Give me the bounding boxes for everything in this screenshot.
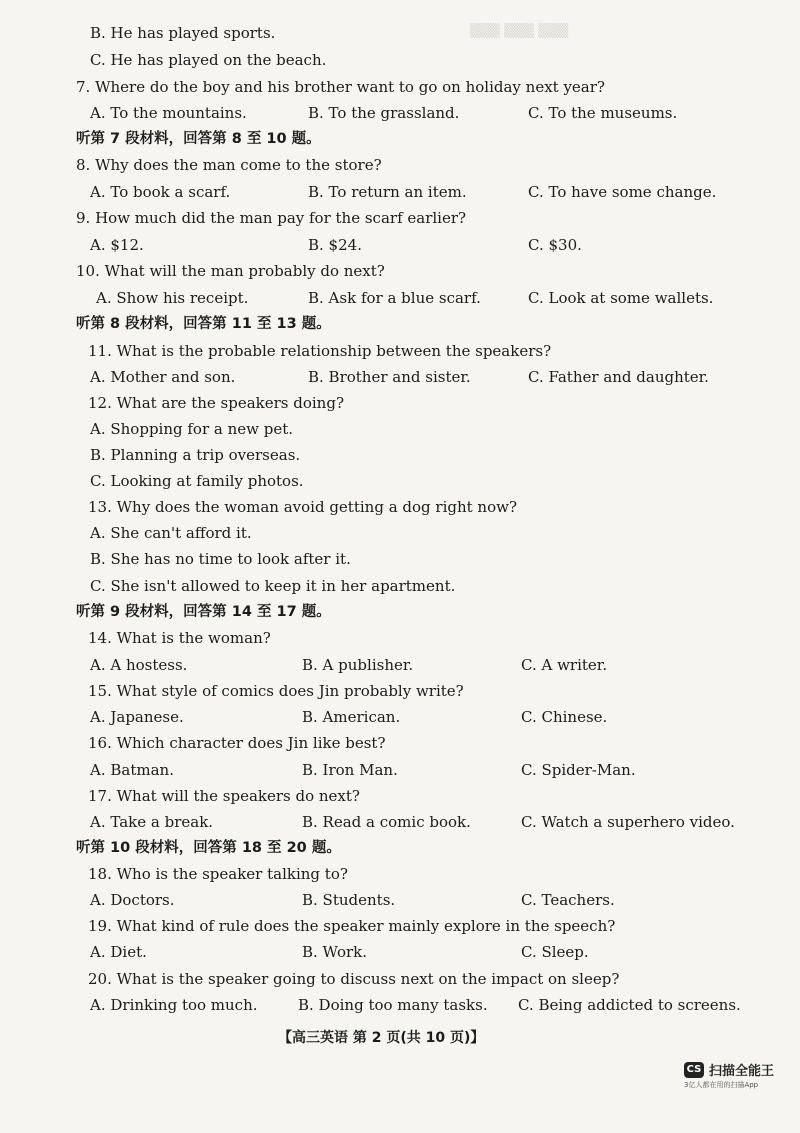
scanner-watermark	[684, 1060, 774, 1079]
q14-option-c: C. A writer.	[521, 656, 608, 674]
q8-option-b: B. To return an item.	[308, 183, 467, 201]
q18-option-c: C. Teachers.	[521, 891, 615, 909]
q20-option-c: C. Being addicted to screens.	[518, 996, 741, 1014]
question-7: 7. Where do the boy and his brother want to go on holiday next year?	[76, 78, 605, 96]
bleed-through-text: ▒▒▒ ▒▒▒ ▒▒▒	[470, 24, 569, 39]
q11-option-b: B. Brother and sister.	[308, 368, 471, 386]
q19-option-c: C. Sleep.	[521, 943, 589, 961]
question-17: 17. What will the speakers do next?	[88, 787, 360, 805]
q13-option-c: C. She isn't allowed to keep it in her apartment.	[90, 577, 456, 595]
q17-option-a: A. Take a break.	[90, 813, 214, 831]
q7-option-c: C. To the museums.	[528, 104, 678, 122]
question-10: 10. What will the man probably do next?	[76, 262, 385, 280]
question-15: 15. What style of comics does Jin probably write?	[88, 682, 464, 700]
q6-option-c: C. He has played on the beach.	[90, 51, 327, 69]
q10-option-a: A. Show his receipt.	[96, 289, 249, 307]
q12-option-c: C. Looking at family photos.	[90, 472, 304, 490]
section-heading-10: 听第 10 段材料，回答第 18 至 20 题。	[76, 840, 341, 856]
q13-option-b: B. She has no time to look after it.	[90, 550, 351, 568]
q7-option-b: B. To the grassland.	[308, 104, 460, 122]
q15-option-b: B. American.	[302, 708, 401, 726]
q10-option-c: C. Look at some wallets.	[528, 289, 714, 307]
q11-option-a: A. Mother and son.	[90, 368, 236, 386]
question-16: 16. Which character does Jin like best?	[88, 734, 386, 752]
q15-option-a: A. Japanese.	[90, 708, 184, 726]
question-9: 9. How much did the man pay for the scarf earlier?	[76, 209, 467, 227]
q9-option-a: A. $12.	[90, 236, 144, 254]
q6-option-b: B. He has played sports.	[90, 24, 276, 42]
section-heading-9: 听第 9 段材料，回答第 14 至 17 题。	[76, 604, 331, 620]
question-12: 12. What are the speakers doing?	[88, 394, 344, 412]
question-20: 20. What is the speaker going to discuss next on the impact on sleep?	[88, 970, 620, 988]
q17-option-c: C. Watch a superhero video.	[521, 813, 735, 831]
q11-option-c: C. Father and daughter.	[528, 368, 709, 386]
q16-option-a: A. Batman.	[90, 761, 174, 779]
scanner-app-name: 扫描全能王	[709, 1064, 775, 1079]
question-19: 19. What kind of rule does the speaker mainly explore in the speech?	[88, 917, 616, 935]
section-heading-7: 听第 7 段材料，回答第 8 至 10 题。	[76, 131, 321, 147]
q13-option-a: A. She can't afford it.	[90, 524, 252, 542]
question-14: 14. What is the woman?	[88, 629, 271, 647]
q18-option-a: A. Doctors.	[90, 891, 175, 909]
q8-option-a: A. To book a scarf.	[90, 183, 231, 201]
page-footer: 【高三英语 第 2 页(共 10 页)】	[278, 1030, 485, 1046]
q20-option-a: A. Drinking too much.	[90, 996, 258, 1014]
question-18: 18. Who is the speaker talking to?	[88, 865, 348, 883]
q12-option-a: A. Shopping for a new pet.	[90, 420, 294, 438]
question-13: 13. Why does the woman avoid getting a dog right now?	[88, 498, 518, 516]
section-heading-8: 听第 8 段材料，回答第 11 至 13 题。	[76, 316, 331, 332]
q12-option-b: B. Planning a trip overseas.	[90, 446, 301, 464]
q16-option-b: B. Iron Man.	[302, 761, 398, 779]
q17-option-b: B. Read a comic book.	[302, 813, 471, 831]
q14-option-b: B. A publisher.	[302, 656, 414, 674]
q8-option-c: C. To have some change.	[528, 183, 717, 201]
q10-option-b: B. Ask for a blue scarf.	[308, 289, 481, 307]
q14-option-a: A. A hostess.	[90, 656, 188, 674]
q7-option-a: A. To the mountains.	[90, 104, 247, 122]
q16-option-c: C. Spider-Man.	[521, 761, 636, 779]
q9-option-c: C. $30.	[528, 236, 582, 254]
question-11: 11. What is the probable relationship between the speakers?	[88, 342, 552, 360]
q18-option-b: B. Students.	[302, 891, 396, 909]
q9-option-b: B. $24.	[308, 236, 362, 254]
q19-option-a: A. Diet.	[90, 943, 147, 961]
scanner-tagline: 3亿人都在用的扫描App	[684, 1081, 759, 1089]
q20-option-b: B. Doing too many tasks.	[298, 996, 488, 1014]
question-8: 8. Why does the man come to the store?	[76, 156, 382, 174]
q15-option-c: C. Chinese.	[521, 708, 608, 726]
camscanner-logo-icon: CS	[684, 1062, 704, 1078]
q19-option-b: B. Work.	[302, 943, 368, 961]
